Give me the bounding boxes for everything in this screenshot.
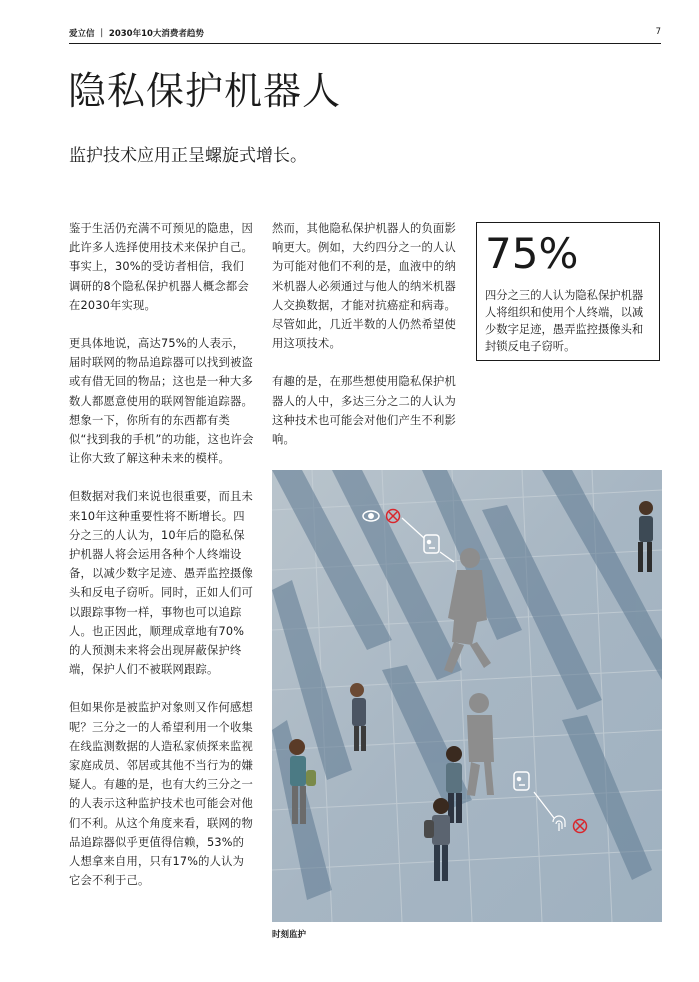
page-subtitle: 监护技术应用正呈螺旋式增长。 — [69, 146, 307, 166]
stat-callout — [476, 222, 660, 361]
body-column-left — [69, 219, 255, 910]
body-column-middle — [272, 219, 462, 468]
pedestrian — [446, 746, 462, 823]
paragraph: 然而，其他隐私保护机器人的负面影响更大。例如，大约四分之一的人认为可能对他们不利的是，血液中的纳米机器人必须通过与他人的纳米机器人交换数据，才能对抗癌症和病毒。尽管如此，几近半数的人仍然希望使用这项技术。 — [272, 222, 456, 351]
paragraph: 但如果你是被监护对象则又作何感想呢？三分之一的人希望利用一个收集在线监测数据的人造私家侦探来监视家庭成员、邻居或其他不当行为的嫌疑人。有趣的是，也有大约三分之一的人表示这种监护技术也可能会对他们不利。从这个角度来看，联网的物品追踪器似乎更值得信赖，53%的人想拿来自用，只有17%的人认为它会不利于己。 — [69, 701, 253, 888]
header-divider — [69, 43, 661, 44]
page-title: 隐私保护机器人 — [68, 69, 342, 113]
paragraph: 但数据对我们来说也很重要，而且未来10年这种重要性将不断增长。四分之三的人认为，10年后的隐私保护机器人将会运用各种个人终端设备，以减少数字足迹、愚弄监控摄像头和反电子窃听。同时，正如人们可以跟踪事物一样，事物也可以追踪人。也正因此，顺理成章地有70%的人预测未来将会出现屏蔽保护终端，保护人们不被联网跟踪。 — [69, 490, 253, 677]
paragraph: 更具体地说，高达75%的人表示，届时联网的物品追踪器可以找到被盗或有借无回的物品；这也是一种大多数人都愿意使用的联网智能追踪器。想象一下，你所有的东西都有类似“找到我的手机”的功能，这也许会让你大致了解这种未来的模样。 — [69, 337, 254, 466]
surveillance-photo — [272, 470, 662, 922]
paragraph: 有趣的是，在那些想使用隐私保护机器人的人中，多达三分之二的人认为这种技术也可能会对他们产生不利影响。 — [272, 375, 456, 447]
stat-value: 75% — [485, 229, 579, 278]
paragraph: 鉴于生活仍充满不可预见的隐患，因此许多人选择使用技术来保护自己。事实上，30%的受访者相信，我们调研的8个隐私保护机器人概念都会在2030年实现。 — [69, 222, 253, 312]
header-brand: 爱立信 ｜ 2030年10大消费者趋势 — [69, 29, 204, 39]
photo-caption: 时刻监护 — [272, 930, 307, 940]
page-header — [69, 27, 661, 41]
stat-description: 四分之三的人认为隐私保护机器人将组织和使用个人终端，以减少数字足迹，愚弄监控摄像头和封锁反电子窃听。 — [485, 289, 644, 353]
page-number: 7 — [655, 27, 661, 37]
photo-illustration — [272, 470, 662, 922]
